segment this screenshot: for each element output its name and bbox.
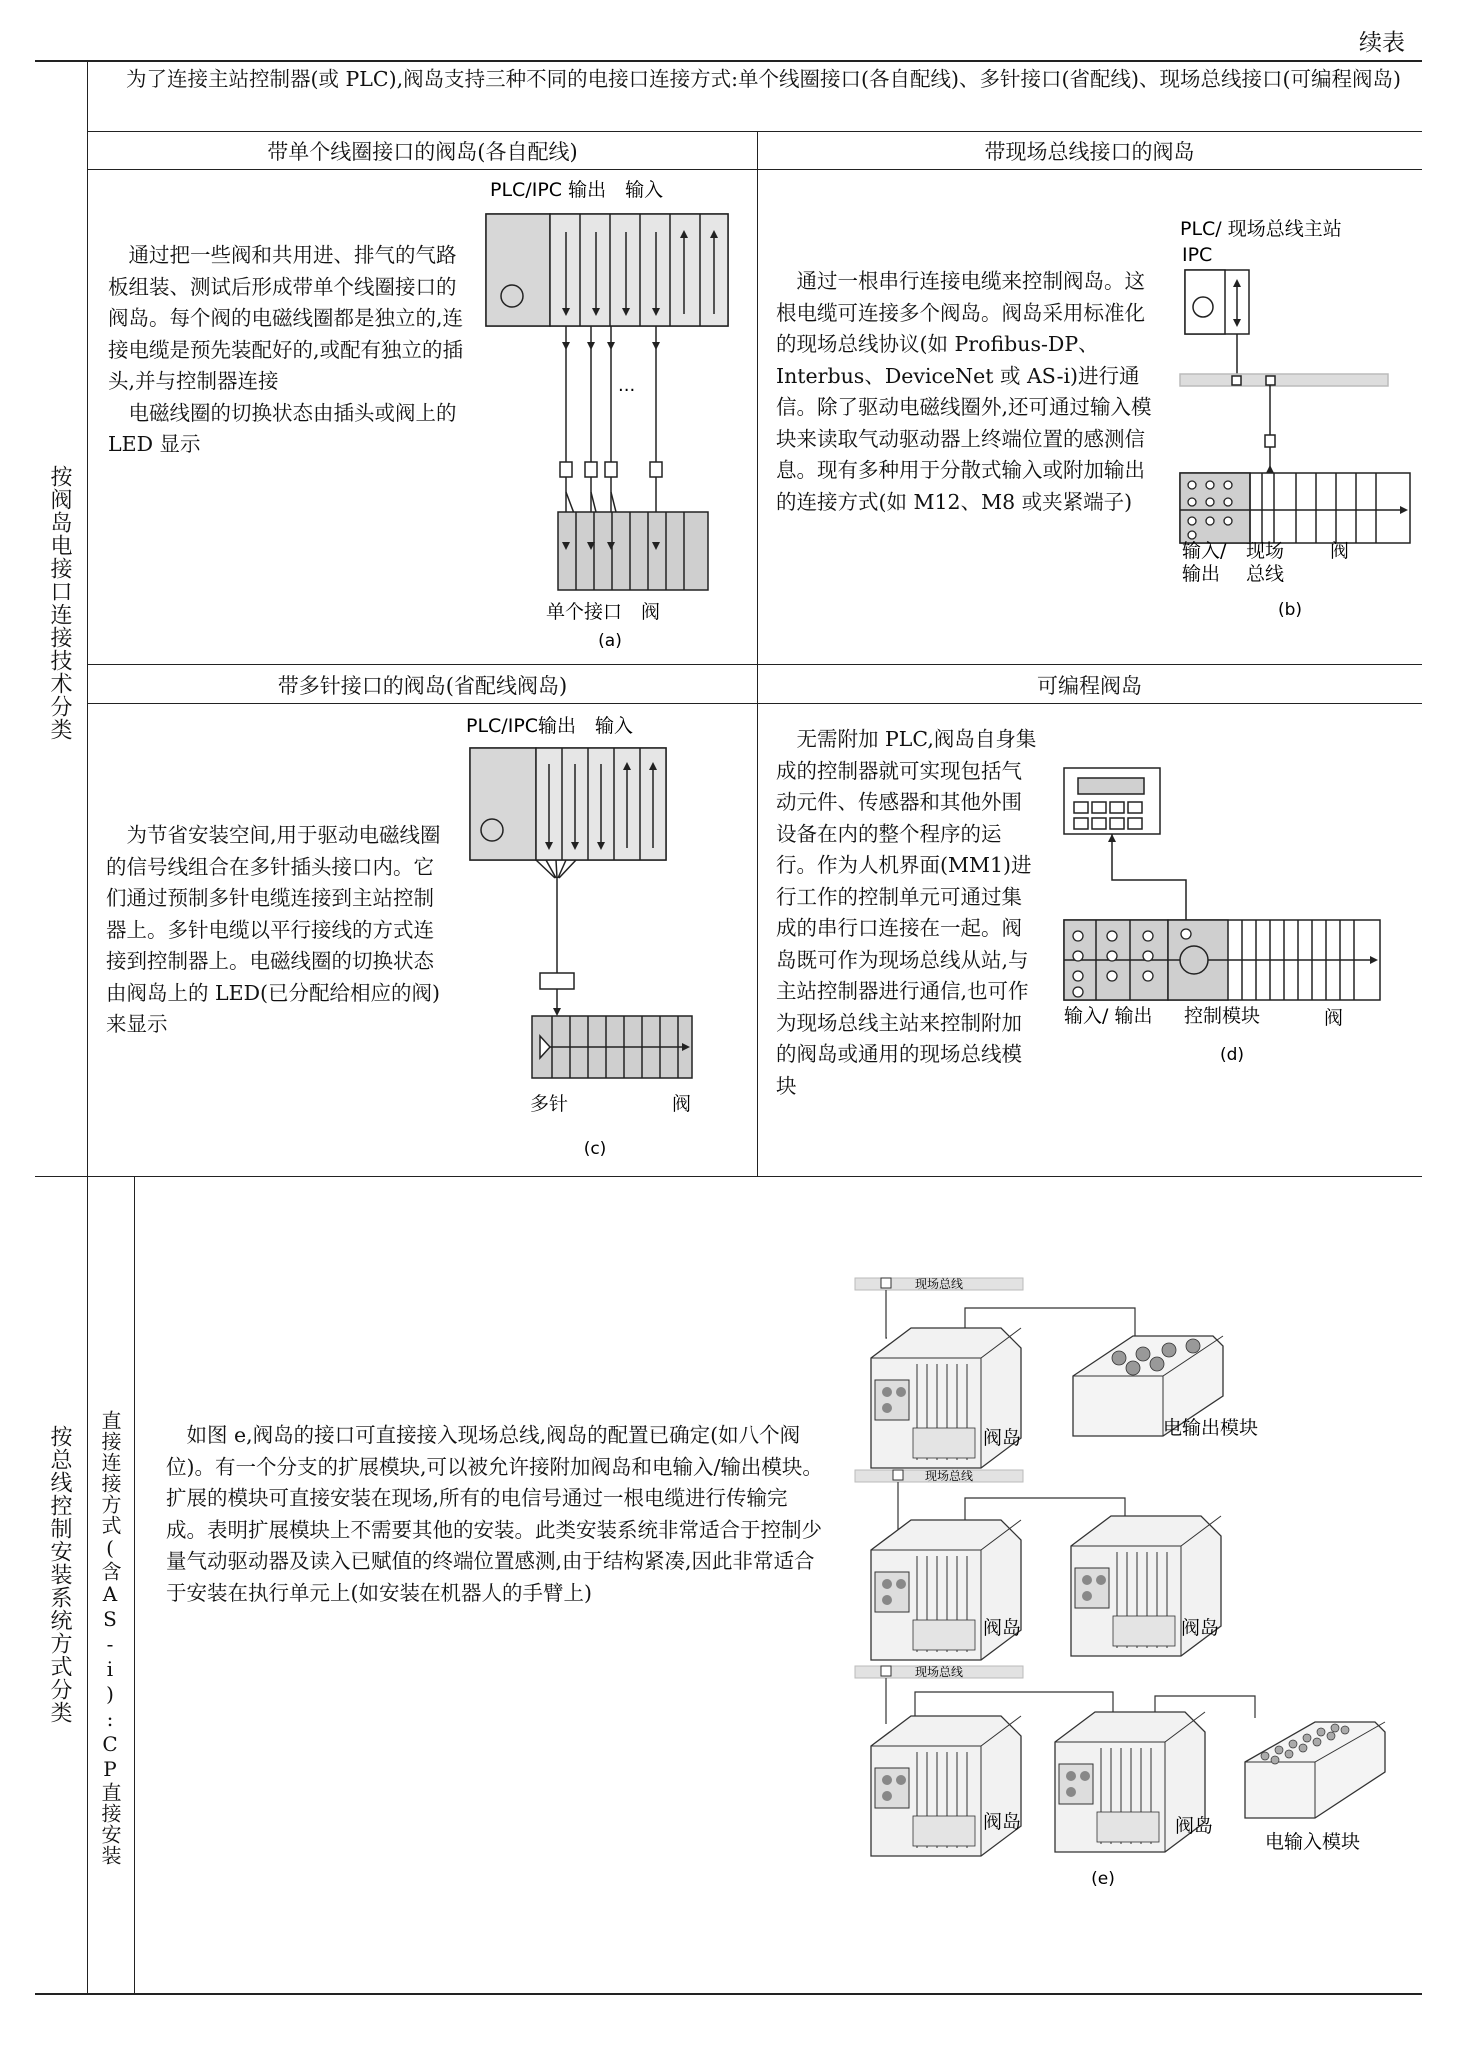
figure-d	[1060, 760, 1420, 1080]
fig-e-row2-label-2: 阀岛	[1181, 1617, 1220, 1639]
text-section-c: 为节省安装空间,用于驱动电磁线圈的信号线组合在多针插头接口内。它们通过预制多针电缆连接到主站控制器上。多针电缆以平行接线的方式连接到控制器上。电磁线圈的切换状态由阀岛上的 LED(已分配给相应的阀)来显示	[106, 823, 441, 1036]
fig-d-caption: (d)	[1219, 1045, 1245, 1065]
fig-a-dots: ···	[618, 380, 636, 401]
header-section-a: 带单个线圈接口的阀岛(各自配线)	[267, 140, 578, 164]
fig-a-top-label: PLC/IPC 输出 输入	[490, 179, 664, 201]
fig-b-label-io-2: 输出	[1182, 563, 1221, 585]
fig-b-label-valve: 阀	[1330, 540, 1350, 562]
figure-c	[460, 708, 750, 1168]
col-line-subcategory	[134, 1176, 135, 1993]
fig-e-bus-label-1: 现场总线	[915, 1277, 964, 1291]
fig-e-row3-label-2: 阀岛	[1175, 1815, 1214, 1837]
fig-d-label-valve: 阀	[1324, 1007, 1344, 1029]
fig-c-top-label: PLC/IPC输出 输入	[466, 715, 634, 737]
fig-e-row2-label-1: 阀岛	[983, 1617, 1022, 1639]
fig-d-label-io: 输入/ 输出	[1064, 1005, 1153, 1027]
category-bus: 按总线控制安装系统方式分类	[47, 1425, 72, 1724]
figure-b	[1170, 215, 1415, 625]
fig-a-bottom-label: 单个接口 阀	[546, 601, 661, 623]
intro-text: 为了连接主站控制器(或 PLC),阀岛支持三种不同的电接口连接方式:单个线圈接口(各自配线)、多针接口(省配线)、现场总线接口(可编程阀岛)	[126, 67, 1402, 91]
table-top-border	[35, 60, 1422, 62]
figure-e	[845, 1272, 1415, 1912]
table-bottom-border	[35, 1993, 1422, 1995]
fig-e-row1-label-2: 电输出模块	[1163, 1417, 1259, 1439]
col-line-middle	[757, 131, 758, 1176]
row-line-2	[88, 169, 1422, 170]
fig-b-top-label-2: IPC	[1182, 244, 1213, 266]
text-section-d: 无需附加 PLC,阀岛自身集成的控制器就可实现包括气动元件、传感器和其他外围设备在内的整个程序的运行。作为人机界面(MM1)进行工作的控制单元可通过集成的串行口连接在一起。阀岛既可作为现场总线从站,与主站控制器进行通信,也可作为现场总线主站来控制附加的阀岛或通用的现场总线模块	[776, 727, 1037, 1098]
fig-e-row1-label-1: 阀岛	[983, 1427, 1022, 1449]
header-section-c: 带多针接口的阀岛(省配线阀岛)	[277, 674, 568, 698]
header-section-d: 可编程阀岛	[1037, 674, 1142, 698]
row-line-1	[88, 131, 1422, 132]
row-line-3	[88, 664, 1422, 665]
fig-c-caption: (c)	[583, 1139, 607, 1159]
section-divider	[35, 1176, 1422, 1177]
fig-b-label-bus-2: 总线	[1246, 563, 1285, 585]
fig-b-caption: (b)	[1277, 600, 1303, 620]
subcategory-direct: 直接连接方式(含AS-i):CP直接安装	[98, 1410, 122, 1866]
row-line-4	[88, 703, 1422, 704]
category-electrical: 按阀岛电接口连接技术分类	[47, 465, 72, 741]
fig-e-bus-label-3: 现场总线	[915, 1665, 964, 1679]
fig-e-row3-label-1: 阀岛	[983, 1811, 1022, 1833]
fig-e-bus-label-2: 现场总线	[925, 1469, 974, 1483]
fig-e-caption: (e)	[1091, 1869, 1115, 1889]
fig-c-label-multi: 多针	[530, 1093, 569, 1115]
text-section-e: 如图 e,阀岛的接口可直接接入现场总线,阀岛的配置已确定(如八个阀位)。有一个分支的扩展模块,可以被允许接附加阀岛和电输入/输出模块。扩展的模块可直接安装在现场,所有的电信号通过一根电缆进行传输完成。表明扩展模块上不需要其他的安装。此类安装系统非常适合于控制少量气动驱动器及读入已赋值的终端位置感测,由于结构紧凑,因此非常适合于安装在执行单元上(如安装在机器人的手臂上)	[166, 1423, 823, 1605]
fig-c-label-valve: 阀	[672, 1093, 692, 1115]
col-line-category	[87, 60, 88, 1993]
fig-e-row3-label-3: 电输入模块	[1265, 1831, 1361, 1853]
fig-a-caption: (a)	[598, 631, 622, 651]
fig-b-top-label-1: PLC/ 现场总线主站	[1180, 218, 1342, 240]
header-section-b: 带现场总线接口的阀岛	[984, 140, 1195, 164]
fig-b-label-io-1: 输入/	[1182, 540, 1227, 562]
text-section-a: 通过把一些阀和共用进、排气的气路板组装、测试后形成带单个线圈接口的阀岛。每个阀的电磁线圈都是独立的,连接电缆是预先装配好的,或配有独立的插头,并与控制器连接 电磁线圈的切换状态由插头或阀上的 LED 显示	[108, 243, 464, 456]
fig-b-label-bus-1: 现场	[1246, 540, 1285, 562]
figure-a	[470, 172, 755, 662]
continued-label: 续表	[1359, 30, 1405, 56]
fig-d-label-ctrl: 控制模块	[1184, 1005, 1261, 1027]
text-section-b: 通过一根串行连接电缆来控制阀岛。这根电缆可连接多个阀岛。阀岛采用标准化的现场总线协议(如 Profibus-DP、Interbus、DeviceNet 或 AS-i)进行通信。除了驱动电磁线圈外,还可通过输入模块来读取气动驱动器上终端位置的感测信息。现有多种用于分散式输入或附加输出的连接方式(如 M12、M8 或夹紧端子)	[776, 269, 1152, 514]
